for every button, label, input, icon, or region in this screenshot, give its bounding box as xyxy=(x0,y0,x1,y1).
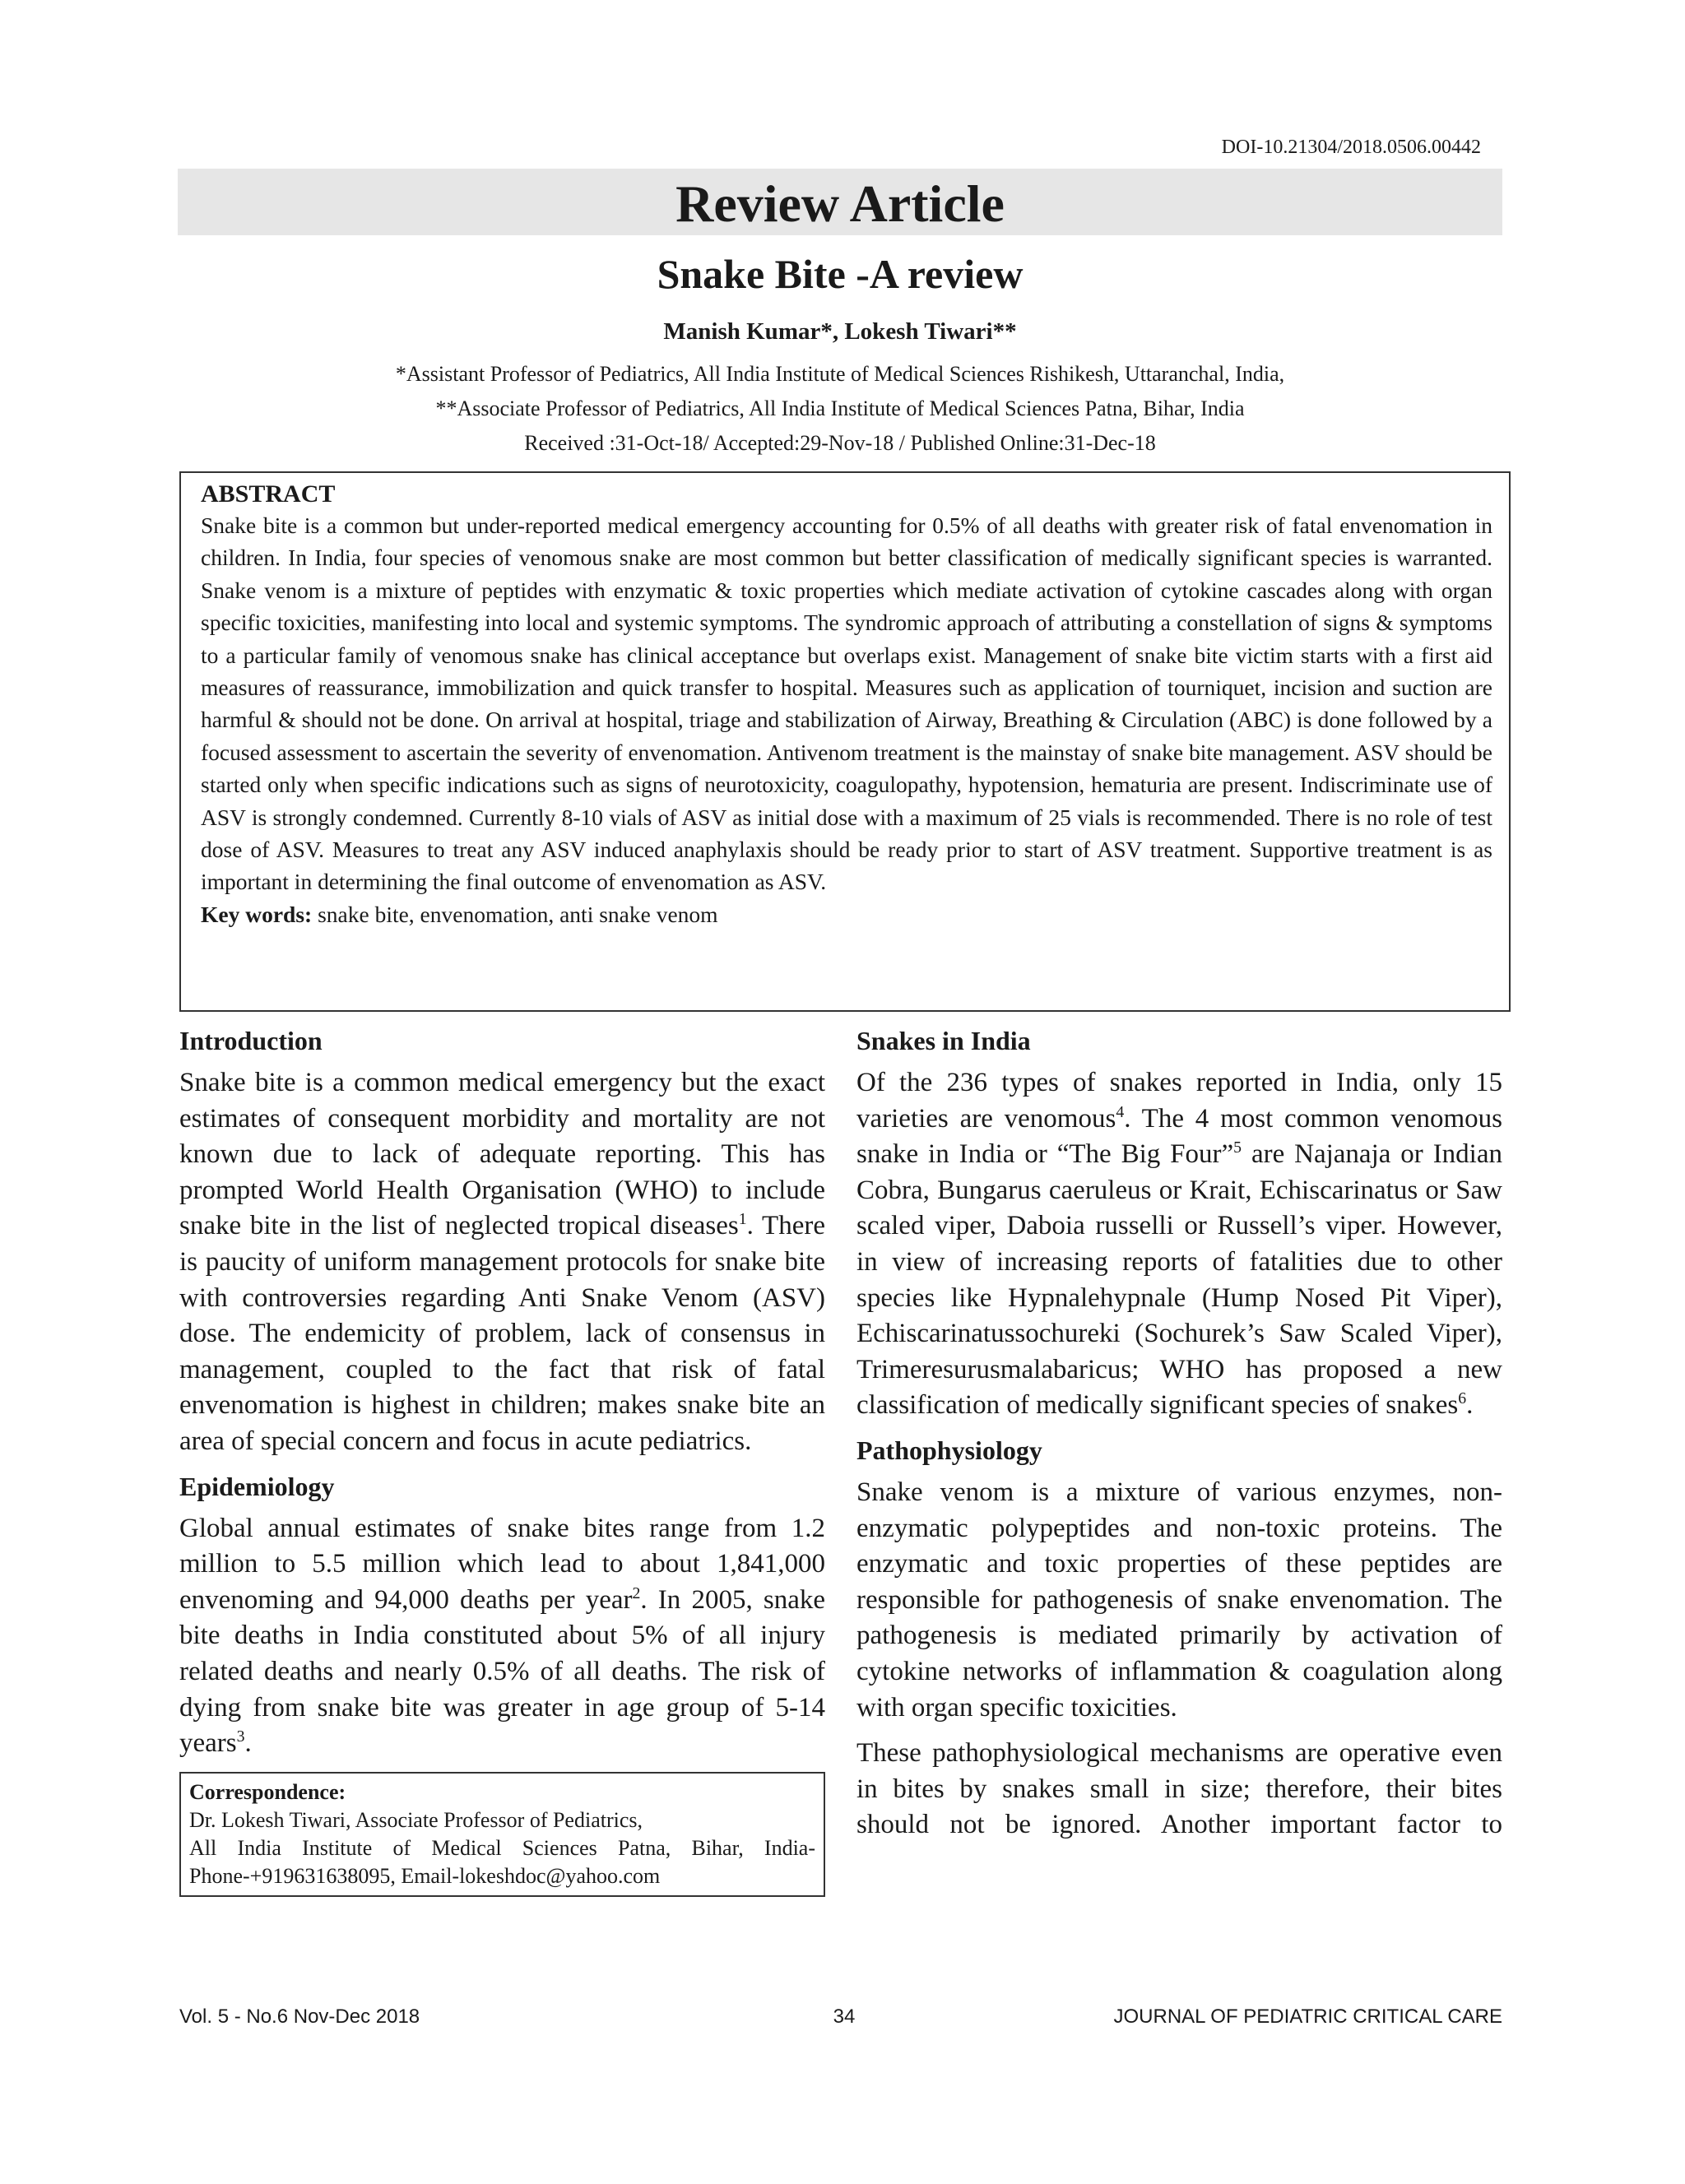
authors: Manish Kumar*, Lokesh Tiwari** xyxy=(663,318,1017,345)
pathophysiology-heading: Pathophysiology xyxy=(856,1435,1042,1465)
abstract-text: Snake bite is a common but under-reported medical emergency accounting for 0.5% of all deaths with greater risk of fatal envenomation in children. In India, four species of venomous snake are most common but better classification of medically significant species is warranted. Snake venom is a mixture of peptides with enzymatic & toxic properties which mediate activation of cytokine cascades along with organ specific toxicities, manifesting into local and systemic symptoms. The syndromic approach of attributing a constellation of signs & symptoms to a particular family of venomous snake has clinical acceptance but overlaps exist. Management of snake bite victim starts with a first aid measures of reassurance, immobilization and quick transfer to hospital. Measures such as application of tourniquet, incision and suction are harmful & should not be done. On arrival at hospital, triage and stabilization of Airway, Breathing & Circulation (ABC) is done followed by a focused assessment to ascertain the severity of envenomation. Antivenom treatment is the mainstay of snake bite management. ASV should be started only when specific indications such as signs of neurotoxicity, coagulopathy, hypotension, hematuria are present. Indiscriminate use of ASV is strongly condemned. Currently 8-10 vials of ASV as initial dose with a maximum of 25 vials is recommended. There is no role of test dose of ASV. Measures to treat any ASV induced anaphylaxis should be ready prior to start of ASV treatment. Supportive treatment is as important in determining the final outcome of envenomation as ASV. xyxy=(201,512,1492,895)
reference-2: 2 xyxy=(632,1584,641,1602)
footer-page-number: 34 xyxy=(833,2005,856,2028)
article-type: Review Article xyxy=(675,174,1005,233)
epidemiology-text: Global annual estimates of snake bites range from 1.2 million to 5.5 million which lead to about 1,841,000 envenoming and 94,000 deaths per year$^2$. In 2005, snake bite deaths in India constituted about 5% of all injury related deaths and nearly 0.5% of all deaths. The risk of dying from snake bite was greater in age group of 5-14 years$^3$. xyxy=(179,1513,825,1759)
introduction-text: Snake bite is a common medical emergency but the exact estimates of consequent morbidity and mortality are not known due to lack of adequate reporting. This has prompted World Health Organisation (WHO) to include snake bite in the list of neglected tropical diseases$^1$. There is paucity of uniform management protocols for snake bite with controversies regarding Anti Snake Venom (ASV) dose. The endemicity of problem, lack of consensus in management, coupled to the fact that risk of fatal envenomation is highest in children; makes snake bite an area of special concern and focus in acute pediatrics. xyxy=(179,1068,825,1456)
footer-journal-name: JOURNAL OF PEDIATRIC CRITICAL CARE xyxy=(1113,2005,1502,2028)
keywords xyxy=(201,898,1492,930)
right-column xyxy=(856,1024,1502,1853)
epidemiology-heading: Epidemiology xyxy=(179,1471,335,1501)
snakes-in-india-heading: Snakes in India xyxy=(856,1026,1031,1055)
footer-volume: Vol. 5 - No.6 Nov-Dec 2018 xyxy=(179,2005,420,2028)
correspondence-contact: Phone-+919631638095, Email-lokeshdoc@yahoo.com xyxy=(189,1863,661,1888)
reference-5: 5 xyxy=(1233,1138,1242,1157)
correspondence-line-2: All India Institute of Medical Sciences Patna, Bihar, India- xyxy=(189,1835,815,1860)
article-type-banner xyxy=(178,169,1502,235)
snakes-in-india-text: Of the 236 types of snakes reported in India, only 15 varieties are venomous$^4$. The 4 most common venomous snake in India or “The Big Four”$^5$ are Najanaja or Indian Cobra, Bungarus caeruleus or Krait, Echiscarinatus or Saw scaled viper, Daboia russelli or Russell’s viper. However, in view of increasing reports of fatalities due to other species like Hypnalehypnale (Hump Nosed Pit Viper), Echiscarinatussochureki (Sochurek’s Saw Scaled Viper), Trimeresurusmalabaricus; WHO has proposed a new classification of medically significant species of snakes$^6$. xyxy=(856,1068,1503,1421)
introduction-heading: Introduction xyxy=(179,1026,323,1055)
left-column xyxy=(179,1024,825,1897)
article-title: Snake Bite -A review xyxy=(657,251,1024,297)
affiliation-1: *Assistant Professor of Pediatrics, All India Institute of Medical Sciences Rishikesh, Uttaranchal, India, xyxy=(395,362,1285,386)
publication-dates: Received :31-Oct-18/ Accepted:29-Nov-18 / Published Online:31-Dec-18 xyxy=(524,431,1156,455)
reference-1: 1 xyxy=(738,1210,747,1229)
affiliation-2: **Associate Professor of Pediatrics, All India Institute of Medical Sciences Patna, Bihar, India xyxy=(435,396,1245,420)
pathophysiology-paragraph-2: These pathophysiological mechanisms are operative even in bites by snakes small in size; therefore, their bites should not be ignored. Another important factor to xyxy=(856,1738,1502,1840)
keywords-text: snake bite, envenomation, anti snake venom xyxy=(312,901,718,927)
abstract-heading: ABSTRACT xyxy=(201,480,336,508)
keywords-label: Key words: xyxy=(201,901,313,927)
reference-6: 6 xyxy=(1458,1389,1467,1408)
correspondence-heading: Correspondence: xyxy=(189,1779,346,1804)
reference-3: 3 xyxy=(236,1727,245,1746)
pathophysiology-paragraph-1: Snake venom is a mixture of various enzymes, non-enzymatic polypeptides and non-toxic proteins. The enzymatic and toxic properties of these peptides are responsible for pathogenesis of snake envenomation. The pathogenesis is mediated primarily by activation of cytokine networks of inflammation & coagulation along with organ specific toxicities. xyxy=(856,1477,1502,1723)
reference-4: 4 xyxy=(1116,1102,1125,1121)
doi: DOI-10.21304/2018.0506.00442 xyxy=(1221,137,1481,158)
correspondence-box xyxy=(179,1772,825,1897)
correspondence-line-1: Dr. Lokesh Tiwari, Associate Professor of Pediatrics, xyxy=(189,1807,643,1832)
abstract-box xyxy=(179,471,1511,1012)
